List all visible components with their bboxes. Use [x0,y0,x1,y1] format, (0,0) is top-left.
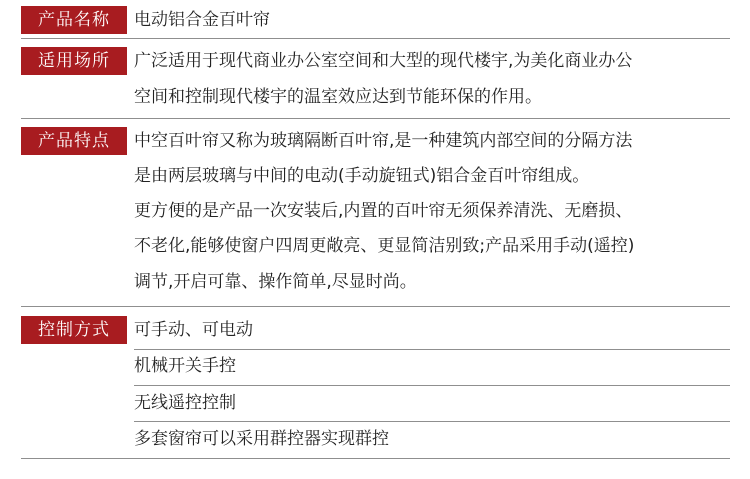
divider [21,118,730,119]
application-line-1: 广泛适用于现代商业办公室空间和大型的现代楼宇,为美化商业办公 [134,51,633,71]
divider [134,421,730,422]
divider [134,349,730,350]
features-line-4: 不老化,能够使窗户四周更敞亮、更显简洁别致;产品采用手动(遥控) [134,236,635,256]
application-label: 适用场所 [21,47,127,75]
divider [134,385,730,386]
product-name-value: 电动铝合金百叶帘 [134,10,270,30]
product-name-label: 产品名称 [21,6,127,34]
divider [21,38,730,39]
features-line-2: 是由两层玻璃与中间的电动(手动旋钮式)铝合金百叶帘组成。 [134,166,590,186]
control-label: 控制方式 [21,316,127,344]
divider [21,458,730,459]
divider [21,306,730,307]
control-item-4: 多套窗帘可以采用群控器实现群控 [134,429,389,449]
control-item-3: 无线遥控控制 [134,393,236,413]
features-line-1: 中空百叶帘又称为玻璃隔断百叶帘,是一种建筑内部空间的分隔方法 [134,131,633,151]
application-line-2: 空间和控制现代楼宇的温室效应达到节能环保的作用。 [134,87,542,107]
control-item-2: 机械开关手控 [134,356,236,376]
features-label: 产品特点 [21,127,127,155]
features-line-3: 更方便的是产品一次安装后,内置的百叶帘无须保养清洗、无磨损、 [134,201,633,221]
control-item-1: 可手动、可电动 [134,320,253,340]
features-line-5: 调节,开启可靠、操作简单,尽显时尚。 [134,272,417,292]
